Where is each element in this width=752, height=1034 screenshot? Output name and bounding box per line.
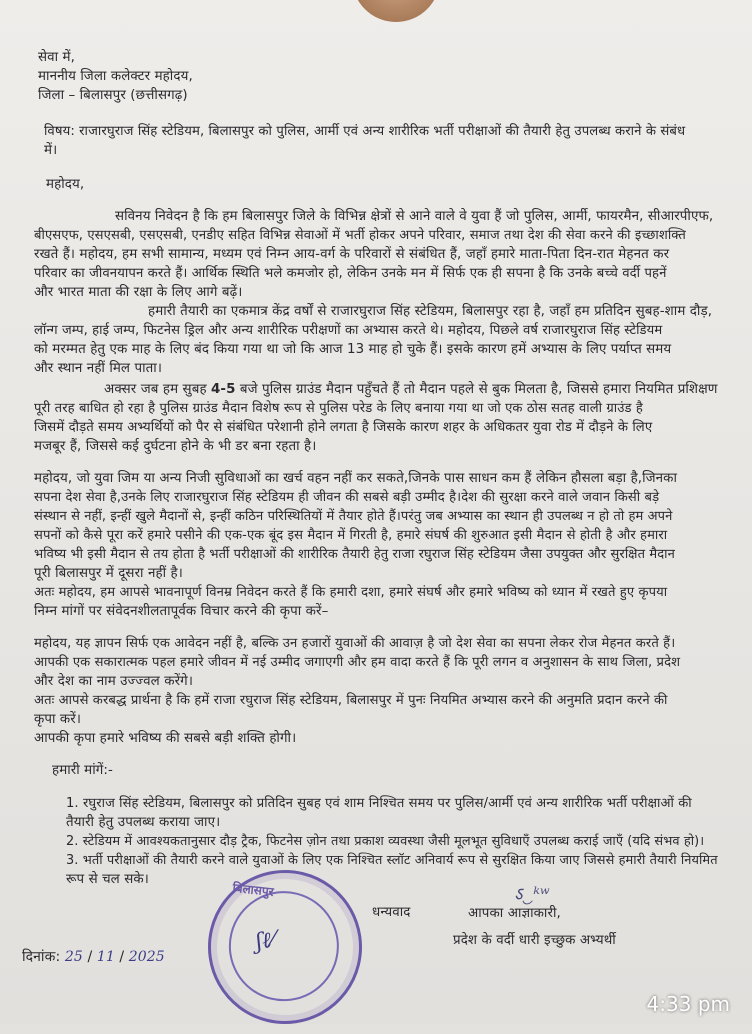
body-line: मजबूर हैं, जिससे कई दुर्घटना होने के भी डर बना रहता है। bbox=[34, 439, 317, 454]
body-line: सपना देश सेवा है,उनके लिए राजारघुराज सिंह स्टेडियम ही जीवन की सबसे बड़ी उम्मीद है।देश की सुरक्षा करने वाले जवान किसी बड़े bbox=[34, 490, 660, 505]
demand-item: 3. भर्ती परीक्षाओं की तैयारी करने वाले युवाओं के लिए एक निश्चित स्लॉट अनिवार्य रूप से सुरक्षित किया जाए जिससे हमारी तैयारी नियमित bbox=[66, 853, 718, 868]
date-year: 2025 bbox=[128, 949, 165, 965]
body-line: कृपा करें। bbox=[34, 712, 82, 727]
body-line: आपकी कृपा हमारे भविष्य की सबसे बड़ी शक्ति होगी। bbox=[34, 731, 297, 746]
body-line: महोदय, यह ज्ञापन सिर्फ एक आवेदन नहीं है, बल्कि उन हजारों युवाओं की आवाज़ है जो देश सेवा का सपना लेकर रोज मेहनत करते हैं। bbox=[34, 636, 676, 651]
body-line: और स्थान नहीं मिल पाता। bbox=[34, 361, 163, 376]
body-line: हमारी तैयारी का एकमात्र केंद्र वर्षों से राजारघुराज सिंह स्टेडियम, बिलासपुर रहा है, जहाँ हम प्रतिदिन सुबह-शाम दौड़, bbox=[148, 304, 713, 319]
date-line: दिनांक: 25 / 11 / 2025 bbox=[22, 949, 165, 965]
address-line: सेवा में, bbox=[38, 50, 75, 65]
body-line: अतः आपसे करबद्ध प्रार्थना है कि हमें राजा रघुराज सिंह स्टेडियम, बिलासपुर में पुनः नियमित अभ्यास करने की अनुमति प्रदान करने की bbox=[34, 693, 668, 708]
salutation: महोदय, bbox=[46, 177, 85, 192]
body-text: बजे पुलिस ग्राउंड मैदान पहुँचते हैं तो मैदान पहले से बुक मिलता है, जिससे हमारा नियमित प्रशिक्षण bbox=[239, 382, 718, 397]
stamp-signature: ʃℓ⁄ bbox=[254, 927, 277, 955]
subject-line: में। bbox=[44, 143, 58, 158]
time-range: 4-5 bbox=[211, 382, 236, 397]
body-line: निम्न मांगों पर संवेदनशीलतापूर्वक विचार करने की कृपा करें– bbox=[34, 604, 329, 619]
thanks-text: धन्यवाद bbox=[372, 905, 411, 920]
body-line: पूरी बिलासपुर में दूसरा नहीं है। bbox=[34, 566, 183, 581]
body-line: भविष्य भी इसी मैदान से तय होता है भर्ती परीक्षाओं की शारीरिक तैयारी हेतु राजा रघुराज सिंह स्टेडियम जैसा उपयुक्त और सुरक्षित मैदान bbox=[34, 547, 675, 562]
body-line: संस्थान से नहीं, इन्हीं खुले मैदानों से, इन्हीं कठिन परिस्थितियों में तैयार होते हैं।परंतु जब अभ्यास का स्थान ही उपलब्ध न हो तो हम अपने bbox=[34, 509, 673, 524]
date-day: 25 bbox=[64, 949, 83, 965]
body-line: सपनों को कैसे पूरा करें हमारे पसीने की एक-एक बूंद इस मैदान में गिरती है, हमारे संघर्ष की शुरुआत इसी मैदान से होती है और हमारा bbox=[34, 528, 668, 543]
body-line: परिवार का जीवनयापन करते हैं। आर्थिक स्थिति भले कमजोर हो, लेकिन उनके मन में सिर्फ एक ही सपना है कि उनके बच्चे वर्दी पहनें bbox=[34, 266, 667, 281]
date-label: दिनांक: bbox=[22, 949, 61, 965]
address-line: माननीय जिला कलेक्टर महोदय, bbox=[38, 69, 193, 84]
body-line: आपकी एक सकारात्मक पहल हमारे जीवन में नई उम्मीद जगाएगी और हम वादा करते हैं कि पूरी लगन व अनुशासन के साथ जिला, प्रदेश bbox=[34, 655, 681, 670]
body-text: अक्सर जब हम सुबह bbox=[104, 382, 207, 397]
demand-item: 1. रघुराज सिंह स्टेडियम, बिलासपुर को प्रतिदिन सुबह एवं शाम निश्चित समय पर पुलिस/आर्मी एवं अन्य शारीरिक भर्ती परीक्षाओं की bbox=[66, 796, 692, 811]
body-line: लॉन्ग जम्प, हाई जम्प, फिटनेस ड्रिल और अन्य शारीरिक परीक्षणों का अभ्यास करते थे। महोदय, पिछले वर्ष राजारघुराज सिंह स्टेडियम bbox=[34, 323, 663, 338]
body-line: पूरी तरह बाधित हो रहा है पुलिस ग्राउंड मैदान विशेष रूप से पुलिस परेड के लिए बनाया गया था जो एक ठोस सतह वाली ग्राउंड है bbox=[34, 401, 643, 416]
body-line: को मरम्मत हेतु एक माह के लिए बंद किया गया था जो कि आज 13 माह हो चुके हैं। इसके कारण हमें अभ्यास के लिए पर्याप्त समय bbox=[34, 342, 672, 357]
demands-heading: हमारी मांगें:- bbox=[52, 763, 113, 778]
body-line: सविनय निवेदन है कि हम बिलासपुर जिले के विभिन्न क्षेत्रों से आने वाले वे युवा हैं जो पुलिस, आर्मी, फायरमैन, सीआरपीएफ, bbox=[115, 209, 714, 224]
yours-text: आपका आज्ञाकारी, bbox=[468, 906, 561, 921]
demand-item: 2. स्टेडियम में आवश्यकतानुसार दौड़ ट्रैक, फिटनेस ज़ोन तथा प्रकाश व्यवस्था जैसी मूलभूत सुविधाएँ उपलब्ध कराई जाएँ (यदि संभव हो)। bbox=[66, 834, 705, 849]
body-line: महोदय, जो युवा जिम या अन्य निजी सुविधाओं का खर्च वहन नहीं कर सकते,जिनके पास साधन कम हैं लेकिन हौसला बड़ा है,जिनका bbox=[34, 471, 678, 486]
date-month: 11 bbox=[96, 949, 115, 965]
body-line bbox=[104, 382, 718, 398]
address-line: जिला – बिलासपुर (छत्तीसगढ़) bbox=[38, 88, 188, 103]
body-line: और भारत माता की रक्षा के लिए आगे बढ़ें। bbox=[34, 285, 243, 300]
body-line: और देश का नाम उज्ज्वल करेंगे। bbox=[34, 674, 193, 689]
signature: ऽ‿ᵏʷ bbox=[514, 884, 550, 905]
demand-item: तैयारी हेतु उपलब्ध कराया जाए। bbox=[66, 815, 221, 830]
demand-item: रूप से चल सके। bbox=[66, 872, 149, 887]
sender-text: प्रदेश के वर्दी धारी इच्छुक अभ्यर्थी bbox=[453, 933, 616, 948]
body-line: बीएसएफ, एसएसबी, एसएसबी, एनडीए सहित विभिन्न सेवाओं में भर्ती होकर अपने परिवार, समाज तथा देश की सेवा करने की इच्छाशक्ति bbox=[34, 228, 686, 243]
stamp-text: बिलासपुर bbox=[231, 880, 275, 899]
body-line: रखते हैं। महोदय, हम सभी सामान्य, मध्यम एवं निम्न आय-वर्ग के परिवारों से संबंधित हैं, जहाँ हमारे माता-पिता दिन-रात मेहनत कर bbox=[34, 247, 670, 262]
status-time: 4:33 pm bbox=[646, 992, 730, 1016]
subject-line: विषय: राजारघुराज सिंह स्टेडियम, बिलासपुर को पुलिस, आर्मी एवं अन्य शारीरिक भर्ती परीक्षाओं की तैयारी हेतु उपलब्ध कराने के संबंध bbox=[44, 124, 686, 139]
body-line: जिसमें दौड़ते समय अभ्यर्थियों को पैर से संबंधित परेशानी होने लगता है जिसके कारण शहर के अधिकतर युवा रोड में दौड़ने के लिए bbox=[34, 420, 653, 435]
body-line: अतः महोदय, हम आपसे भावनापूर्ण विनम्र निवेदन करते हैं कि हमारी दशा, हमारे संघर्ष और हमारे भविष्य को ध्यान में रखते हुए कृपया bbox=[34, 585, 668, 600]
stamp-inner-ring bbox=[222, 884, 346, 1008]
